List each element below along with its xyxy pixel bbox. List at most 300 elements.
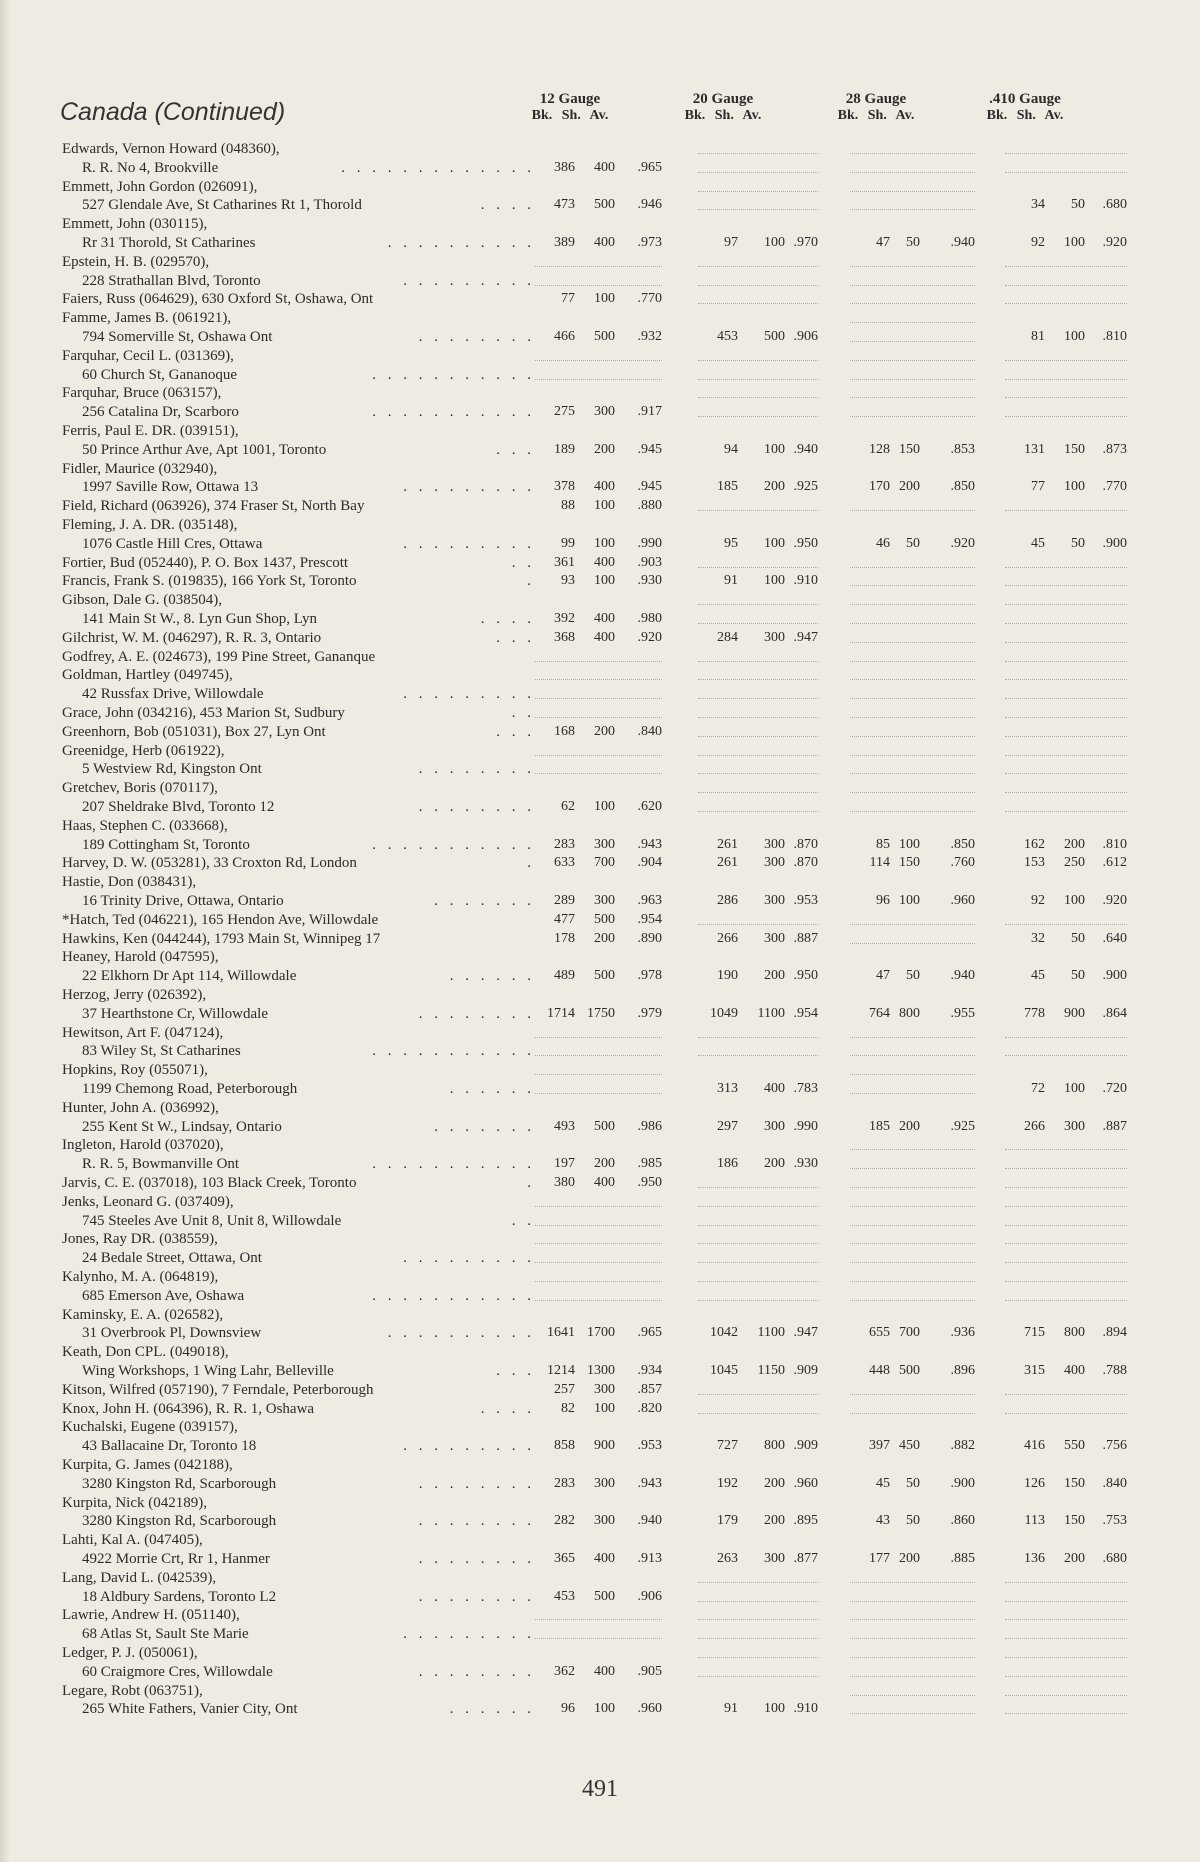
average: .970 [793,234,818,250]
broken-count: 263 [717,1550,738,1566]
shooter-address: 42 Russfax Drive, Willowdale [82,686,264,703]
average: .965 [637,159,662,175]
gauge-columns: Bk. Sh. Av. [986,108,1064,123]
shooter-name: Ingleton, Harold (037020), [62,1137,224,1154]
broken-count: 72 [1031,1080,1045,1096]
shooter-entry [0,1607,1200,1645]
empty-score-placeholder [850,1638,975,1639]
dot-leader: . . . . . . . . . [403,1626,535,1643]
dot-leader: . . [511,1212,535,1229]
shot-count: 100 [764,573,785,589]
broken-count: 45 [1031,968,1045,984]
empty-score-placeholder [850,792,975,793]
broken-count: 85 [876,836,890,852]
average: .947 [793,629,818,645]
shooter-name: Hewitson, Art F. (047124), [62,1024,224,1041]
dot-leader: . [527,1175,535,1191]
average: .877 [793,1550,818,1566]
dot-leader: . . . . [480,197,535,214]
shooter-address: 31 Overbrook Pl, Downsview [82,1325,262,1342]
empty-score-placeholder [698,1243,818,1244]
broken-count: 282 [554,1513,575,1529]
broken-count: 448 [869,1362,890,1378]
shooter-name: Hastie, Don (038431), [62,874,197,891]
empty-score-placeholder [850,1619,975,1620]
dot-leader: . . . . . . . . [418,328,535,345]
shooter-name: Emmett, John Gordon (026091), [62,178,258,195]
empty-score-placeholder [850,642,975,643]
broken-count: 32 [1031,930,1045,946]
empty-score-placeholder [535,1206,662,1207]
shooter-entry [0,1419,1200,1457]
average: .960 [637,1701,662,1717]
average: .850 [950,836,975,852]
average: .903 [637,554,662,570]
empty-score-placeholder [850,924,975,925]
average: .980 [637,610,662,626]
broken-count: 489 [554,968,575,984]
broken-count: 128 [869,441,890,457]
average: .770 [1102,479,1127,495]
empty-score-placeholder [535,1074,662,1075]
broken-count: 91 [724,573,738,589]
shooter-address: 60 Craigmore Cres, Willowdale [82,1663,273,1680]
dot-leader: . . . . . . [449,968,535,985]
shot-count: 200 [594,930,615,946]
dot-leader: . . . . . . . . . [403,1250,535,1267]
broken-count: 93 [561,573,575,589]
empty-score-placeholder [698,679,818,680]
shooter-entry [0,1269,1200,1307]
shooter-address: 745 Steeles Ave Unit 8, Unit 8, Willowdale [82,1212,342,1229]
average: .920 [637,629,662,645]
shooter-address: 207 Sheldrake Blvd, Toronto 12 [82,798,275,815]
empty-score-placeholder [535,266,662,267]
shooter-entry [0,385,1200,423]
empty-score-placeholder [535,285,662,286]
empty-score-placeholder [535,1093,662,1094]
shot-count: 200 [764,1475,785,1491]
average: .885 [950,1550,975,1566]
average: .930 [793,1156,818,1172]
empty-score-placeholder [698,1225,818,1226]
shot-count: 300 [1064,1118,1085,1134]
empty-score-placeholder [698,1638,818,1639]
empty-score-placeholder [850,698,975,699]
shot-count: 900 [594,1438,615,1454]
average: .612 [1102,855,1127,871]
average: .953 [793,892,818,908]
average: .820 [637,1400,662,1416]
gauge-title: 28 Gauge [845,91,907,107]
empty-score-placeholder [1005,1225,1127,1226]
shot-count: 200 [899,479,920,495]
dot-leader: . . . . . . . . . . . [372,1287,535,1304]
empty-score-placeholder [1005,1149,1127,1150]
broken-count: 313 [717,1080,738,1096]
empty-score-placeholder [1005,1601,1127,1602]
shot-count: 100 [594,291,615,307]
shot-count: 500 [594,968,615,984]
shooter-entry [0,724,1200,743]
shooter-entry [0,912,1200,931]
shooter-address: 24 Bedale Street, Ottawa, Ont [82,1250,262,1267]
average: .887 [1102,1118,1127,1134]
dot-leader: . . . . . . [449,1080,535,1097]
dot-leader: . . . . . . [449,1701,535,1718]
shot-count: 400 [594,1175,615,1190]
average: .985 [637,1156,662,1172]
shooter-entry [0,1025,1200,1063]
empty-score-placeholder [698,736,818,737]
shot-count: 100 [594,1400,615,1416]
empty-score-placeholder [850,811,975,812]
shooter-address: 3280 Kingston Rd, Scarborough [82,1475,277,1492]
shot-count: 200 [594,723,615,739]
shooter-name: Gilchrist, W. M. (046297), R. R. 3, Ontario [62,629,322,646]
shot-count: 1750 [587,1005,615,1021]
average: .932 [637,328,662,344]
gauge-columns: Bk. Sh. Av. [837,108,915,123]
empty-score-placeholder [1005,1262,1127,1263]
empty-score-placeholder [1005,661,1127,662]
broken-count: 453 [717,328,738,344]
empty-score-placeholder [1005,585,1127,586]
broken-count: 92 [1031,234,1045,250]
shooter-name: Epstein, H. B. (029570), [62,253,210,270]
dot-leader: . . . . . . . . . [403,535,535,552]
average: .753 [1102,1513,1127,1529]
average: .973 [637,234,662,250]
average: .965 [637,1325,662,1341]
shooter-name: Ledger, P. J. (050061), [62,1645,198,1661]
shot-count: 400 [594,234,615,250]
shot-count: 50 [1071,968,1085,984]
gauge-title: 20 Gauge [692,91,754,107]
shot-count: 200 [764,479,785,495]
empty-score-placeholder [1005,792,1127,793]
shot-count: 50 [1071,197,1085,213]
empty-score-placeholder [1005,397,1127,398]
empty-score-placeholder [535,1225,662,1226]
shooter-address: 83 Wiley St, St Catharines [82,1043,241,1060]
average: .890 [637,930,662,946]
shot-count: 400 [1064,1362,1085,1378]
shot-count: 400 [594,629,615,645]
shooter-name: Lahti, Kal A. (047405), [62,1532,203,1549]
shooter-entry [0,498,1200,517]
shooter-entry [0,1645,1200,1683]
shooter-name: Edwards, Vernon Howard (048360), [62,141,280,157]
broken-count: 416 [1024,1438,1045,1454]
shot-count: 150 [1064,1513,1085,1529]
empty-score-placeholder [698,604,818,605]
shot-count: 150 [1064,441,1085,457]
broken-count: 477 [554,911,575,927]
shooter-address: 189 Cottingham St, Toronto [82,836,250,853]
dot-leader: . . . . . . . . . . [387,1325,535,1342]
shooter-entry [0,461,1200,499]
empty-score-placeholder [850,1225,975,1226]
shooter-name: Grace, John (034216), 453 Marion St, Sudbury [62,705,345,721]
empty-score-placeholder [698,1582,818,1583]
shot-count: 500 [764,328,785,344]
broken-count: 361 [554,554,575,570]
broken-count: 96 [561,1701,575,1717]
shooter-name: Kitson, Wilfred (057190), 7 Ferndale, Peterborough [62,1381,374,1398]
empty-score-placeholder [850,1300,975,1301]
broken-count: 168 [554,723,575,739]
broken-count: 397 [869,1438,890,1454]
shooter-name: Greenidge, Herb (061922), [62,742,225,759]
average: .904 [637,855,662,871]
shot-count: 50 [1071,535,1085,551]
empty-score-placeholder [535,1243,662,1244]
empty-score-placeholder [850,1262,975,1263]
average: .882 [950,1438,975,1454]
empty-score-placeholder [698,379,818,380]
dot-leader: . . [511,705,535,721]
average: .909 [793,1362,818,1378]
shot-count: 400 [594,1550,615,1566]
broken-count: 46 [876,535,890,551]
broken-count: 177 [869,1550,890,1566]
shooter-entry [0,987,1200,1025]
empty-score-placeholder [698,623,818,624]
average: .930 [637,573,662,589]
empty-score-placeholder [698,510,818,511]
shot-count: 200 [764,1513,785,1529]
gauge-columns: Bk. Sh. Av. [684,108,762,123]
shooter-entry [0,949,1200,987]
shooter-name: Field, Richard (063926), 374 Fraser St, North Bay [62,498,365,515]
empty-score-placeholder [1005,642,1127,643]
broken-count: 1641 [547,1325,575,1341]
broken-count: 365 [554,1550,575,1566]
empty-score-placeholder [1005,303,1127,304]
shot-count: 50 [906,234,920,250]
empty-score-placeholder [1005,1657,1127,1658]
average: .640 [1102,930,1127,946]
average: .943 [637,1475,662,1491]
shot-count: 100 [764,441,785,457]
empty-score-placeholder [1005,717,1127,718]
broken-count: 45 [876,1475,890,1491]
shooter-address: 1997 Saville Row, Ottawa 13 [82,479,259,496]
average: .945 [637,441,662,457]
broken-count: 185 [717,479,738,495]
empty-score-placeholder [698,755,818,756]
shot-count: 300 [764,1550,785,1566]
average: .788 [1102,1362,1127,1378]
empty-score-placeholder [1005,924,1127,925]
average: .940 [793,441,818,457]
broken-count: 81 [1031,328,1045,344]
average: .979 [637,1005,662,1021]
average: .909 [793,1438,818,1454]
empty-score-placeholder [535,1281,662,1282]
shooter-entry [0,517,1200,555]
average: .978 [637,968,662,984]
empty-score-placeholder [850,755,975,756]
broken-count: 275 [554,404,575,420]
average: .906 [637,1588,662,1604]
broken-count: 34 [1031,197,1045,213]
average: .940 [637,1513,662,1529]
broken-count: 1042 [710,1325,738,1341]
empty-score-placeholder [1005,679,1127,680]
dot-leader: . . . [496,629,535,646]
shooter-name: Famme, James B. (061921), [62,310,232,327]
broken-count: 185 [869,1118,890,1134]
broken-count: 47 [876,234,890,250]
shooter-name: Jarvis, C. E. (037018), 103 Black Creek, Toronto [62,1175,357,1191]
broken-count: 77 [561,291,575,307]
empty-score-placeholder [1005,1582,1127,1583]
average: .900 [1102,535,1127,551]
empty-score-placeholder [698,172,818,173]
empty-score-placeholder [698,717,818,718]
empty-score-placeholder [698,1187,818,1188]
dot-leader: . . . . . . . . . [403,686,535,703]
dot-leader: . . . . . . . . . [403,272,535,289]
average: .895 [793,1513,818,1529]
dot-leader: . . . . . . . . . . . [372,1043,535,1060]
average: .946 [637,197,662,213]
empty-score-placeholder [698,303,818,304]
average: .840 [637,723,662,739]
shooter-address: 43 Ballacaine Dr, Toronto 18 [82,1438,257,1455]
average: .925 [793,479,818,495]
average: .906 [793,328,818,344]
empty-score-placeholder [535,1262,662,1263]
shooter-name: Greenhorn, Bob (051031), Box 27, Lyn Ont [62,723,326,740]
average: .953 [637,1438,662,1454]
average: .954 [793,1005,818,1021]
broken-count: 43 [876,1513,890,1529]
empty-score-placeholder [850,1281,975,1282]
average: .783 [793,1080,818,1096]
average: .917 [637,404,662,420]
empty-score-placeholder [698,1657,818,1658]
shot-count: 300 [764,836,785,852]
average: .620 [637,798,662,814]
empty-score-placeholder [698,1055,818,1056]
empty-score-placeholder [698,1619,818,1620]
shooter-entry [0,1457,1200,1495]
shot-count: 1100 [757,1325,785,1341]
shooter-entry [0,1401,1200,1420]
shot-count: 50 [1071,930,1085,946]
empty-score-placeholder [850,285,975,286]
shooter-name: Keath, Don CPL. (049018), [62,1344,229,1361]
shooter-entry [0,592,1200,630]
empty-score-placeholder [1005,1394,1127,1395]
empty-score-placeholder [698,1281,818,1282]
empty-score-placeholder [1005,153,1127,154]
shot-count: 400 [594,479,615,495]
empty-score-placeholder [698,1676,818,1677]
shooter-name: *Hatch, Ted (046221), 165 Hendon Ave, Willowdale [62,911,379,928]
shooter-name: Lang, David L. (042539), [62,1569,217,1586]
shooter-address: 141 Main St W., 8. Lyn Gun Shop, Lyn [82,610,318,627]
average: .680 [1102,1550,1127,1566]
average: .960 [793,1475,818,1491]
empty-score-placeholder [1005,360,1127,361]
empty-score-placeholder [698,416,818,417]
average: .870 [793,855,818,871]
average: .873 [1102,441,1127,457]
average: .913 [637,1550,662,1566]
shot-count: 300 [594,1513,615,1529]
broken-count: 858 [554,1438,575,1454]
shot-count: 400 [594,1663,615,1679]
empty-score-placeholder [850,736,975,737]
shooter-address: Rr 31 Thorold, St Catharines [82,234,256,251]
empty-score-placeholder [850,172,975,173]
empty-score-placeholder [535,717,662,718]
empty-score-placeholder [850,303,975,304]
empty-score-placeholder [1005,285,1127,286]
shot-count: 800 [1064,1325,1085,1341]
empty-score-placeholder [1005,1243,1127,1244]
dot-leader: . . . . . . . . . [403,479,535,496]
broken-count: 1714 [547,1005,575,1021]
shooter-name: Herzog, Jerry (026392), [62,987,207,1003]
dot-leader: . . . . . . . . [418,1513,535,1530]
broken-count: 136 [1024,1550,1045,1566]
empty-score-placeholder [850,773,975,774]
empty-score-placeholder [535,698,662,699]
empty-score-placeholder [850,1676,975,1677]
empty-score-placeholder [698,924,818,925]
dot-leader: . . . . . . . . . . . . . [341,159,535,176]
average: .950 [637,1175,662,1190]
average: .920 [950,535,975,551]
shot-count: 800 [764,1438,785,1454]
shot-count: 100 [764,1701,785,1717]
shooter-address: 256 Catalina Dr, Scarboro [82,404,239,421]
shooter-entry [0,1100,1200,1138]
broken-count: 266 [1024,1118,1045,1134]
empty-score-placeholder [850,1657,975,1658]
shot-count: 150 [899,441,920,457]
empty-score-placeholder [1005,811,1127,812]
shooter-name: Emmett, John (030115), [62,216,208,233]
broken-count: 170 [869,479,890,495]
average: .810 [1102,328,1127,344]
empty-score-placeholder [850,1037,975,1038]
empty-score-placeholder [698,1262,818,1263]
shooter-entry [0,667,1200,705]
dot-leader: . . . . . . . . . . . [372,1156,535,1173]
empty-score-placeholder [1005,510,1127,511]
broken-count: 368 [554,629,575,645]
shot-count: 300 [594,892,615,908]
shot-count: 1300 [587,1362,615,1378]
average: .680 [1102,197,1127,213]
dot-leader: . . . [496,723,535,740]
gauge-columns: Bk. Sh. Av. [531,108,609,123]
average: .954 [637,911,662,927]
shooter-name: Fortier, Bud (052440), P. O. Box 1437, Prescott [62,554,349,571]
shooter-entry [0,573,1200,592]
empty-score-placeholder [535,1619,662,1620]
shooter-address: 68 Atlas St, Sault Ste Marie [82,1626,249,1643]
broken-count: 1045 [710,1362,738,1378]
shooter-entry [0,1344,1200,1382]
broken-count: 286 [717,892,738,908]
